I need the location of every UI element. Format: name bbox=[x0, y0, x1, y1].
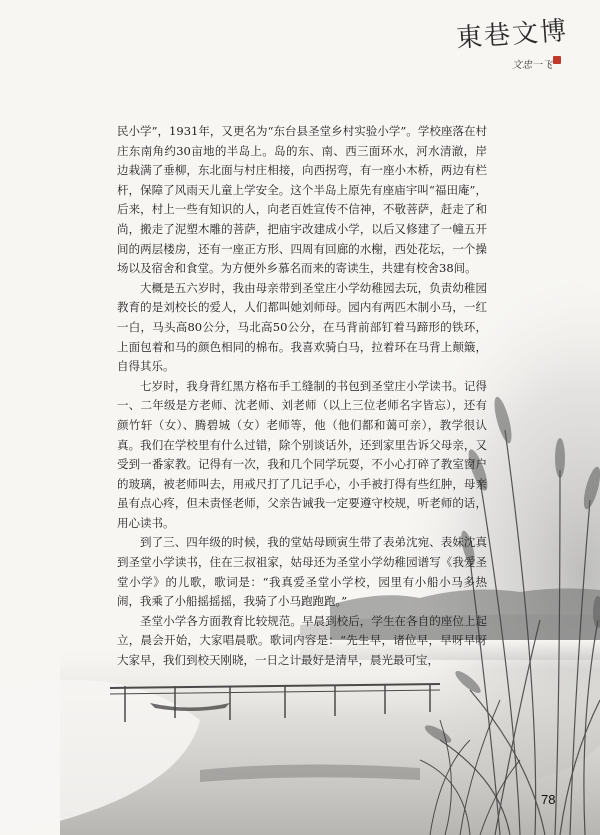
article-paragraph: 民小学”，1931年，又更名为“东台县圣堂乡村实验小学”。学校座落在村庄东南角约30亩地的半岛上。岛的东、南、西三面环水，河水清澈，岸边栽满了垂柳，东北面与村庄相接，向西拐弯，有一座小木桥，两边有栏杆，保障了风雨天儿童上学安全。这个半岛上原先有座庙宇叫“福田庵”，后来，村上一些有知识的人，向老百姓宣传不信神，不敬菩萨，赶走了和尚，搬走了泥塑木雕的菩萨，把庙宇改建成小学，以后又修建了一幢五开间的两层楼房，还有一座正方形、四周有回廊的水榭，西处花坛，一个操场以及宿舍和食堂。为方便外乡慕名而来的寄读生，共建有校舍38间。 bbox=[117, 124, 487, 276]
magazine-logo: 東巷文博 bbox=[455, 16, 570, 54]
calligraphy-signature: 文忠一飞 bbox=[512, 60, 552, 71]
article-paragraph: 大概是五六岁时，我由母亲带到圣堂庄小学幼稚园去玩，负责幼稚园教育的是刘校长的爱人，人们都叫她刘师母。园内有两匹木制小马，一红一白，马头高80公分，马北高50公分，在马背前部钉着马蹄形的铁环，上面包着和马的颜色相同的棉布。我喜欢骑白马，拉着环在马背上颠簸，自得其乐。 bbox=[117, 280, 487, 374]
page-number: 78 bbox=[541, 792, 556, 807]
article-paragraph: 圣堂小学各方面教育比较规范。早晨到校后，学生在各自的座位上起立，晨会开始，大家唱晨歌。歌词内容是：“先生早，诸位早，早呀早呀大家早，我们到校天刚晓，一日之计最好是清早，晨光最可宝， bbox=[117, 613, 487, 668]
red-seal-icon bbox=[553, 56, 561, 64]
article-paragraph: 到了三、四年级的时候，我的堂姑母顾寅生带了表弟沈宛、表妹沈真到圣堂小学读书，住在三叔祖家，姑母还为圣堂小学幼稚园谱写《我爱圣堂小学》的儿歌，歌词是：“我真爱圣堂小学校，园里有小船小马多热闹，我乘了小船摇摇摇，我骑了小马跑跑跑。” bbox=[117, 535, 487, 609]
article-body bbox=[117, 122, 487, 671]
article-paragraph: 七岁时，我身背红黑方格布手工缝制的书包到圣堂庄小学读书。记得一、二年级是方老师、沈老师、刘老师（以上三位老师名字皆忘），还有颜竹轩（女）、腾碧城（女）老师等，他（他们都和蔼可亲），教学很认真。我们在学校里有什么过错，除个别谈话外，还到家里告诉父母亲，又受到一番家教。记得有一次，我和几个同学玩耍，不小心打碎了教室窗户的玻璃，被老师叫去，用戒尺打了几记手心，小手被打得有些红肿，母亲虽有点心疼，但未责怪老师，父亲告诫我一定要遵守校规，听老师的话，用心读书。 bbox=[117, 378, 487, 530]
